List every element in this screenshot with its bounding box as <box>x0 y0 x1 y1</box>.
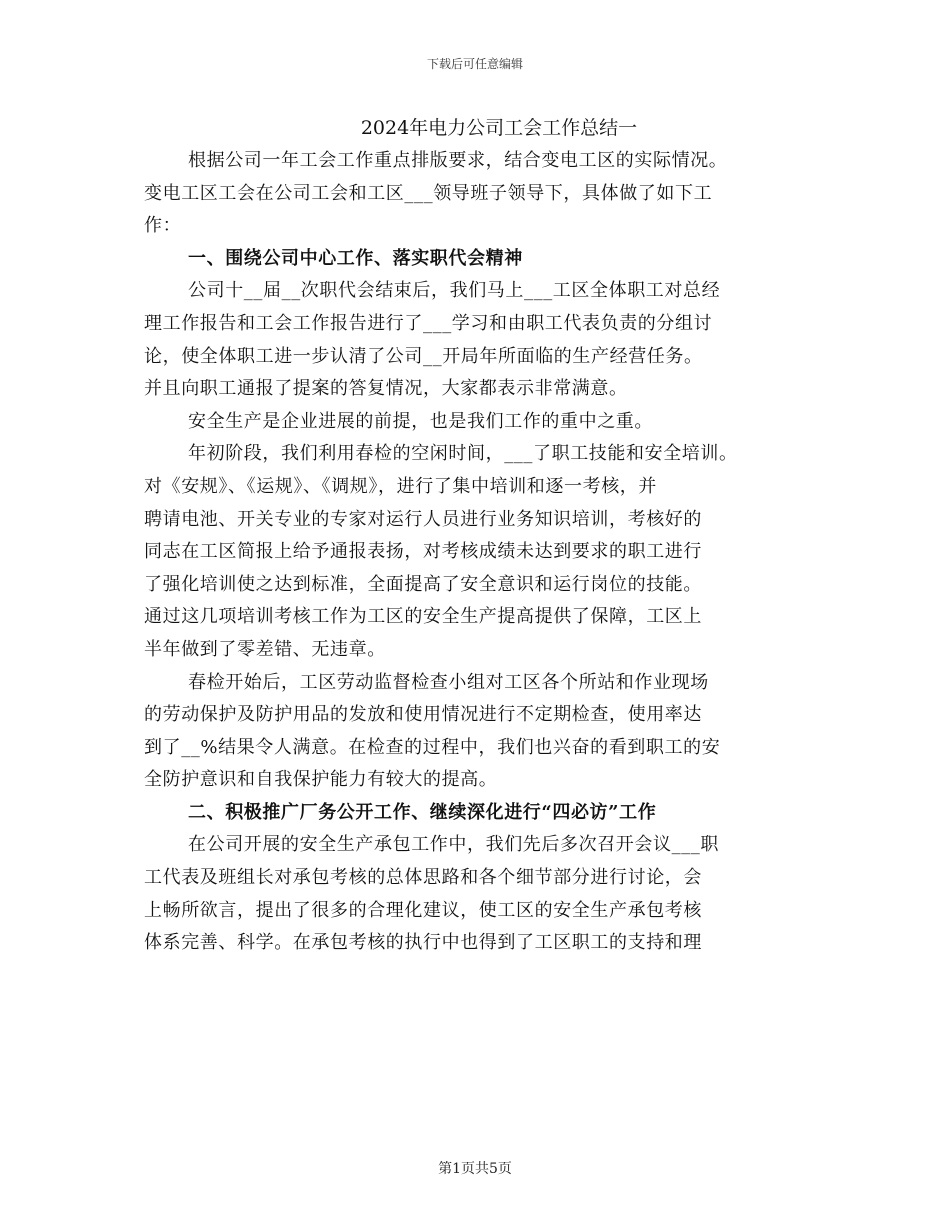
text-line: 上畅所欲言，提出了很多的合理化建议，使工区的安全生产承包考核 <box>144 899 702 921</box>
text-line: 到了__%结果令人满意。在检查的过程中，我们也兴奋的看到职工的安 <box>144 736 721 758</box>
text-line: 半年做到了零差错、无违章。 <box>144 638 386 660</box>
text-line: 体系完善、科学。在承包考核的执行中也得到了工区职工的支持和理 <box>144 932 702 954</box>
paragraph-lines <box>144 145 834 960</box>
text-line: 根据公司一年工会工作重点排版要求，结合变电工区的实际情况。 <box>188 150 728 171</box>
text-line: 安全生产是企业进展的前提，也是我们工作的重中之重。 <box>188 410 653 432</box>
text-line: 春检开始后，工区劳动监督检查小组对工区各个所站和作业现场 <box>188 671 709 693</box>
text-line: 理工作报告和工会工作报告进行了___学习和由职工代表负责的分组讨 <box>144 312 713 334</box>
text-line: 论，使全体职工进一步认清了公司__开局年所面临的生产经营任务。 <box>144 345 703 367</box>
text-line: 工代表及班组长对承包考核的总体思路和各个细节部分进行讨论，会 <box>144 867 702 889</box>
text-line: 对《安规》、《运规》、《调规》，进行了集中培训和逐一考核，并 <box>144 475 657 497</box>
text-line: 并且向职工通报了提案的答复情况，大家都表示非常满意。 <box>144 378 628 400</box>
section-heading: 二、积极推广厂务公开工作、继续深化进行“四必访”工作 <box>188 801 657 823</box>
document-title: 2024年电力公司工会工作总结一 <box>360 117 638 139</box>
text-line: 通过这几项培训考核工作为工区的安全生产提高提供了保障，工区上 <box>144 606 702 628</box>
text-line: 全防护意识和自我保护能力有较大的提高。 <box>144 769 498 791</box>
section-heading: 一、围绕公司中心工作、落实职代会精神 <box>188 247 523 269</box>
text-line: 同志在工区简报上给予通报表扬，对考核成绩未达到要求的职工进行 <box>144 541 702 563</box>
text-line: 在公司开展的安全生产承包工作中，我们先后多次召开会议___职 <box>188 834 719 856</box>
document-body <box>144 112 834 960</box>
text-line: 了强化培训使之达到标准，全面提高了安全意识和运行岗位的技能。 <box>144 573 702 595</box>
text-line: 的劳动保护及防护用品的发放和使用情况进行不定期检查，使用率达 <box>144 704 702 726</box>
text-line: 聘请电池、开关专业的专家对运行人员进行业务知识培训，考核好的 <box>144 508 702 530</box>
text-line: 作： <box>144 215 182 237</box>
text-line: 变电工区工会在公司工会和工区___领导班子领导下，具体做了如下工 <box>144 182 713 204</box>
text-line: 年初阶段，我们利用春检的空闲时间，___了职工技能和安全培训。 <box>188 443 738 465</box>
text-line: 公司十__届__次职代会结束后，我们马上___工区全体职工对总经 <box>188 280 721 302</box>
page-footer: 第1页共5页 <box>438 1161 512 1177</box>
page-header: 下载后可任意编辑 <box>426 57 523 71</box>
